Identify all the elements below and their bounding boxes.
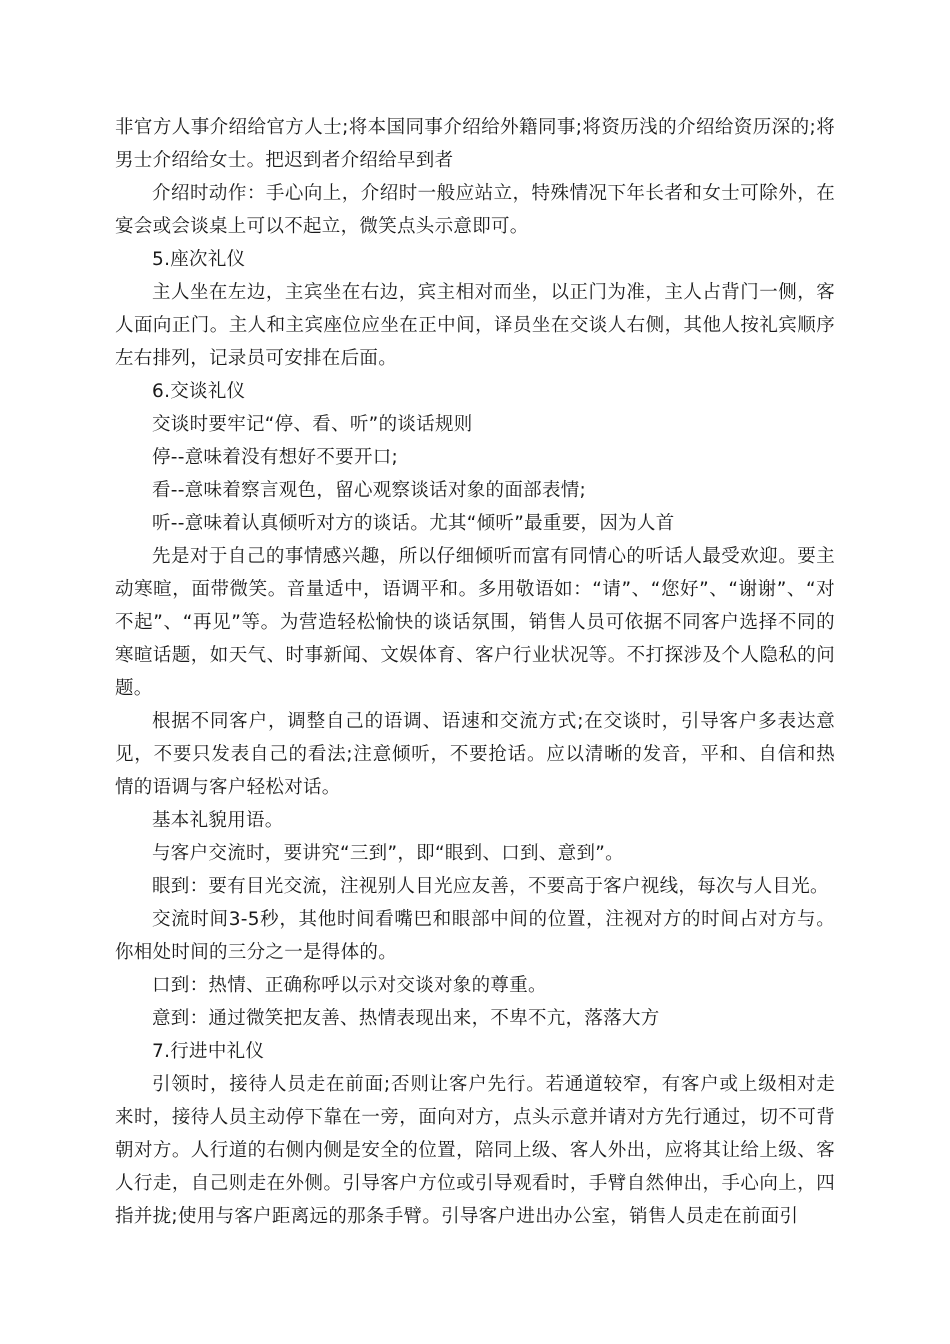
- paragraph: 非官方人事介绍给官方人士;将本国同事介绍给外籍同事;将资历浅的介绍给资历深的;将男士介绍给女士。把迟到者介绍给早到者: [115, 117, 835, 171]
- paragraph: 交流时间3-5秒，其他时间看嘴巴和眼部中间的位置，注视对方的时间占对方与。你相处时间的三分之一是得体的。: [115, 909, 835, 963]
- section-heading: 6.交谈礼仪: [152, 381, 246, 402]
- document-body: [115, 111, 835, 1233]
- paragraph: 基本礼貌用语。: [152, 810, 284, 831]
- section-heading: 5.座次礼仪: [152, 249, 246, 270]
- paragraph: 意到：通过微笑把友善、热情表现出来，不卑不亢，落落大方: [152, 1008, 660, 1029]
- paragraph: 看--意味着察言观色，留心观察谈话对象的面部表情;: [152, 480, 587, 501]
- paragraph: 引领时，接待人员走在前面;否则让客户先行。若通道较窄，有客户或上级相对走来时，接待人员主动停下靠在一旁，面向对方，点头示意并请对方先行通过，切不可背朝对方。人行道的右侧内侧是安全的位置，陪同上级、客人外出，应将其让给上级、客人行走，自己则走在外侧。引导客户方位或引导观看时，手臂自然伸出，手心向上，四指并拢;使用与客户距离远的那条手臂。引导客户进出办公室，销售人员走在前面引: [115, 1074, 835, 1227]
- paragraph: 口到：热情、正确称呼以示对交谈对象的尊重。: [152, 975, 547, 996]
- paragraph: 主人坐在左边，主宾坐在右边，宾主相对而坐，以正门为准，主人占背门一侧，客人面向正门。主人和主宾座位应坐在正中间，译员坐在交谈人右侧，其他人按礼宾顺序左右排列，记录员可安排在后面。: [115, 282, 835, 369]
- paragraph: 根据不同客户，调整自己的语调、语速和交流方式;在交谈时，引导客户多表达意见，不要只发表自己的看法;注意倾听，不要抢话。应以清晰的发音，平和、自信和热情的语调与客户轻松对话。: [115, 711, 835, 798]
- paragraph: 交谈时要牢记“停、看、听”的谈话规则: [152, 414, 473, 435]
- section-heading: 7.行进中礼仪: [152, 1041, 265, 1062]
- paragraph: 听--意味着认真倾听对方的谈话。尤其“倾听”最重要，因为人首: [152, 513, 675, 534]
- paragraph: 先是对于自己的事情感兴趣，所以仔细倾听而富有同情心的听话人最受欢迎。要主动寒暄，面带微笑。音量适中，语调平和。多用敬语如：“请”、“您好”、“谢谢”、“对不起”、“再见”等。为营造轻松愉快的谈话氛围，销售人员可依据不同客户选择不同的寒暄话题，如天气、时事新闻、文娱体育、客户行业状况等。不打探涉及个人隐私的问题。: [115, 546, 835, 699]
- paragraph: 停--意味着没有想好不要开口;: [152, 447, 399, 468]
- paragraph: 与客户交流时，要讲究“三到”，即“眼到、口到、意到”。: [152, 843, 624, 864]
- paragraph: 介绍时动作：手心向上，介绍时一般应站立，特殊情况下年长者和女士可除外，在宴会或会谈桌上可以不起立，微笑点头示意即可。: [115, 183, 835, 237]
- paragraph: 眼到：要有目光交流，注视别人目光应友善，不要高于客户视线，每次与人目光。: [152, 876, 829, 897]
